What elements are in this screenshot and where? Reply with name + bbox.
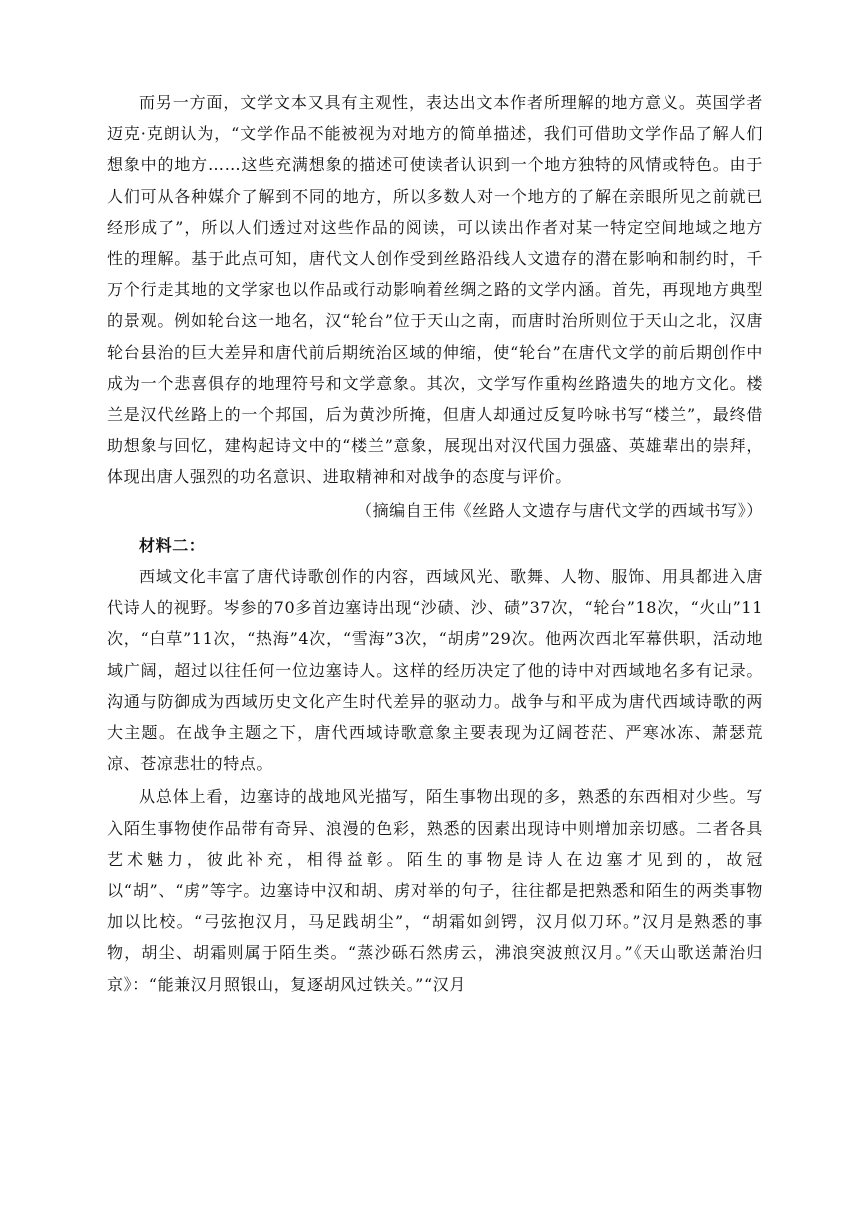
paragraph: 从总体上看，边塞诗的战地风光描写，陌生事物出现的多，熟悉的东西相对少些。写入陌生事物使作品带有奇异、浪漫的色彩，熟悉的因素出现诗中则增加亲切感。二者各具艺术魅力，彼此补充，相得益彰。陌生的事物是诗人在边塞才见到的，故冠以“胡”、“虏”等字。边塞诗中汉和胡、虏对举的句子，往往都是把熟悉和陌生的两类事物加以比校。“弓弦抱汉月，马足践胡尘”，“胡霜如剑锷，汉月似刀环。”汉月是熟悉的事物，胡尘、胡霜则属于陌生类。“蒸沙砾石然虏云，沸浪突波煎汉月。”《天山歌送萧治归京》：“能兼汉月照银山，复逐胡风过铁关。”“汉月 xyxy=(107,787,763,994)
source-citation: （摘编自王伟《丝路人文遗存与唐代文学的西域书写》） xyxy=(355,500,763,520)
section-heading: 材料二： xyxy=(139,535,206,555)
paragraph: 西域文化丰富了唐代诗歌创作的内容，西域风光、歌舞、人物、服饰、用具都进入唐代诗人的视野。岑参的70多首边塞诗出现“沙碛、沙、碛”37次，“轮台”18次，“火山”11次，“白草”11次，“热海”4次，“雪海”3次，“胡虏”29次。他两次西北军幕供职，活动地域广阔，超过以往任何一位边塞诗人。这样的经历决定了他的诗中对西域地名多有记录。沟通与防御成为西域历史文化产生时代差异的驱动力。战争与和平成为唐代西域诗歌的两大主题。在战争主题之下，唐代西域诗歌意象主要表现为辽阔苍茫、严寒冰冻、萧瑟荒凉、苍凉悲壮的特点。 xyxy=(107,567,763,774)
document-page xyxy=(107,87,763,1000)
paragraph: 而另一方面，文学文本又具有主观性，表达出文本作者所理解的地方意义。英国学者迈克·克朗认为，“文学作品不能被视为对地方的简单描述，我们可借助文学作品了解人们想象中的地方……这些充满想象的描述可使读者认识到一个地方独特的风情或特色。由于人们可从各种媒介了解到不同的地方，所以多数人对一个地方的了解在亲眼所见之前就已经形成了”，所以人们透过对这些作品的阅读，可以读出作者对某一特定空间地域之地方性的理解。基于此点可知，唐代文人创作受到丝路沿线人文遗存的潜在影响和制约时，千万个行走其地的文学家也以作品或行动影响着丝绸之路的文学内涵。首先，再现地方典型的景观。例如轮台这一地名，汉“轮台”位于天山之南，而唐时治所则位于天山之北，汉唐轮台县治的巨大差异和唐代前后期统治区域的伸缩，使“轮台”在唐代文学的前后期创作中成为一个悲喜俱存的地理符号和文学意象。其次，文学写作重构丝路遗失的地方文化。楼兰是汉代丝路上的一个邦国，后为黄沙所掩，但唐人却通过反复吟咏书写“楼兰”，最终借助想象与回忆，建构起诗文中的“楼兰”意象，展现出对汉代国力强盛、英雄辈出的崇拜，体现出唐人强烈的功名意识、进取精神和对战争的态度与评价。 xyxy=(107,93,763,487)
